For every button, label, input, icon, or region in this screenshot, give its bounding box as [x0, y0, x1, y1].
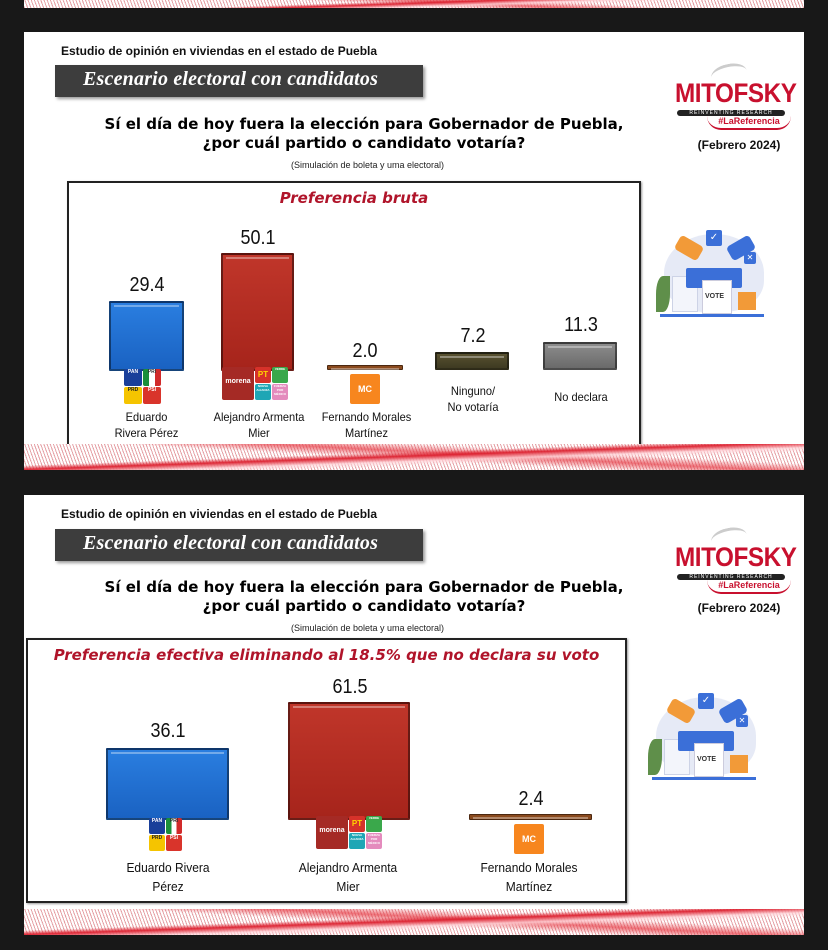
- party-logos-morales: [514, 824, 544, 854]
- prd-logo-icon: PRD: [149, 835, 165, 851]
- party-logos-armenta: [222, 367, 288, 400]
- question-line-2: ¿por cuál partido o candidato votaría?: [202, 597, 526, 615]
- chart-preferencia-bruta: [67, 181, 641, 446]
- logo-tag: #LaReferencia: [707, 580, 791, 594]
- survey-date: (Febrero 2024): [697, 601, 781, 615]
- category-label: Alejandro Armenta Mier: [213, 410, 305, 440]
- logo-strip: REINVENTING RESEARCH: [677, 110, 785, 116]
- pt-logo-icon: PT: [349, 816, 365, 832]
- value-label: 29.4: [129, 274, 165, 296]
- mc-logo-icon: MC: [350, 374, 380, 404]
- fuerza-mexico-logo-icon: FUERZA POR MÉXICO: [366, 833, 382, 849]
- party-logos-rivera: [149, 818, 182, 851]
- pan-logo-icon: PAN: [149, 818, 165, 834]
- party-logos-armenta: [316, 816, 382, 849]
- bar-armenta: [288, 702, 410, 820]
- decorative-wave: [24, 444, 804, 470]
- verde-logo-icon: VERDE: [366, 816, 382, 832]
- vote-illustration-icon: [644, 679, 764, 789]
- survey-date: (Febrero 2024): [697, 138, 781, 152]
- prd-logo-icon: PRD: [124, 387, 142, 404]
- bar-ninguno: [435, 352, 509, 370]
- bar-no-declara: [543, 342, 617, 370]
- question-line-2: ¿por cuál partido o candidato votaría?: [202, 134, 526, 152]
- psi-logo-icon: PSI: [143, 387, 161, 404]
- section-banner: [55, 65, 423, 97]
- survey-question: [84, 115, 644, 153]
- category-label: Eduardo Rivera Pérez: [114, 410, 179, 440]
- vote-illustration-icon: [652, 216, 772, 326]
- pt-logo-icon: PT: [255, 367, 271, 383]
- logo-name: MITOFSKY: [675, 78, 797, 108]
- mitofsky-logo: [669, 532, 797, 592]
- decorative-wave: [24, 909, 804, 935]
- logo-strip: REINVENTING RESEARCH: [677, 574, 785, 580]
- checkmark-icon: ✓: [698, 693, 714, 709]
- category-label: Ninguno/ No votaría: [447, 384, 499, 414]
- morena-logo-icon: morena: [222, 367, 254, 400]
- category-label: Eduardo Rivera Pérez: [126, 860, 210, 894]
- mitofsky-logo: [669, 68, 797, 128]
- psi-logo-icon: PSI: [166, 835, 182, 851]
- verde-logo-icon: VERDE: [272, 367, 288, 383]
- bar-rivera: [106, 748, 229, 820]
- pri-logo-icon: PRI: [143, 369, 161, 386]
- value-label: 36.1: [150, 720, 186, 742]
- x-mark-icon: ✕: [744, 252, 756, 264]
- ballot-note: (Simulación de boleta y uma electoral): [290, 160, 445, 170]
- mc-logo-icon: MC: [514, 824, 544, 854]
- party-logos-rivera: [124, 369, 161, 404]
- banner-text: Escenario electoral con candidatos: [83, 68, 379, 90]
- category-label: Fernando Morales Martínez: [480, 860, 578, 894]
- bar-morales: [327, 365, 403, 370]
- bar-rivera: [109, 301, 184, 371]
- nueva-alianza-logo-icon: NUEVA ALIANZA: [255, 384, 271, 400]
- question-line-1: Sí el día de hoy fuera la elección para Gobernador de Puebla,: [104, 578, 624, 596]
- logo-name: MITOFSKY: [675, 542, 797, 572]
- decorative-wave: [24, 0, 804, 8]
- checkmark-icon: ✓: [706, 230, 722, 246]
- category-label: Fernando Morales Martínez: [321, 410, 412, 440]
- party-logos-morales: [350, 374, 380, 404]
- morena-logo-icon: morena: [316, 816, 348, 849]
- chart-preferencia-efectiva: [26, 638, 627, 903]
- logo-tag: #LaReferencia: [707, 116, 791, 130]
- question-line-1: Sí el día de hoy fuera la elección para Gobernador de Puebla,: [104, 115, 624, 133]
- value-label: 7.2: [460, 325, 486, 347]
- category-label: Alejandro Armenta Mier: [298, 860, 398, 894]
- section-banner: [55, 529, 423, 561]
- study-title: Estudio de opinión en viviendas en el estado de Puebla: [61, 44, 378, 58]
- bar-morales: [469, 814, 592, 820]
- chart-title: Preferencia bruta: [279, 189, 429, 207]
- study-title: Estudio de opinión en viviendas en el estado de Puebla: [61, 507, 378, 521]
- value-label: 2.0: [352, 340, 378, 362]
- pan-logo-icon: PAN: [124, 369, 142, 386]
- bar-armenta: [221, 253, 294, 371]
- value-label: 2.4: [518, 788, 544, 810]
- nueva-alianza-logo-icon: NUEVA ALIANZA: [349, 833, 365, 849]
- ballot-label: VOTE: [705, 293, 725, 300]
- value-label: 61.5: [332, 676, 368, 698]
- ballot-note: (Simulación de boleta y uma electoral): [290, 623, 445, 633]
- chart-title: Preferencia efectiva eliminando al 18.5% que no declara su voto: [53, 646, 600, 664]
- survey-question: [84, 578, 644, 616]
- fuerza-mexico-logo-icon: FUERZA POR MÉXICO: [272, 384, 288, 400]
- slide-preferencia-efectiva: [24, 495, 804, 935]
- slide-preferencia-bruta: [24, 32, 804, 470]
- pri-logo-icon: PRI: [166, 818, 182, 834]
- banner-text: Escenario electoral con candidatos: [83, 532, 379, 554]
- ballot-label: VOTE: [697, 756, 717, 763]
- previous-slide-footer: [24, 0, 804, 8]
- x-mark-icon: ✕: [736, 715, 748, 727]
- category-label: No declara: [554, 390, 608, 404]
- value-label: 50.1: [240, 227, 276, 249]
- value-label: 11.3: [564, 314, 598, 336]
